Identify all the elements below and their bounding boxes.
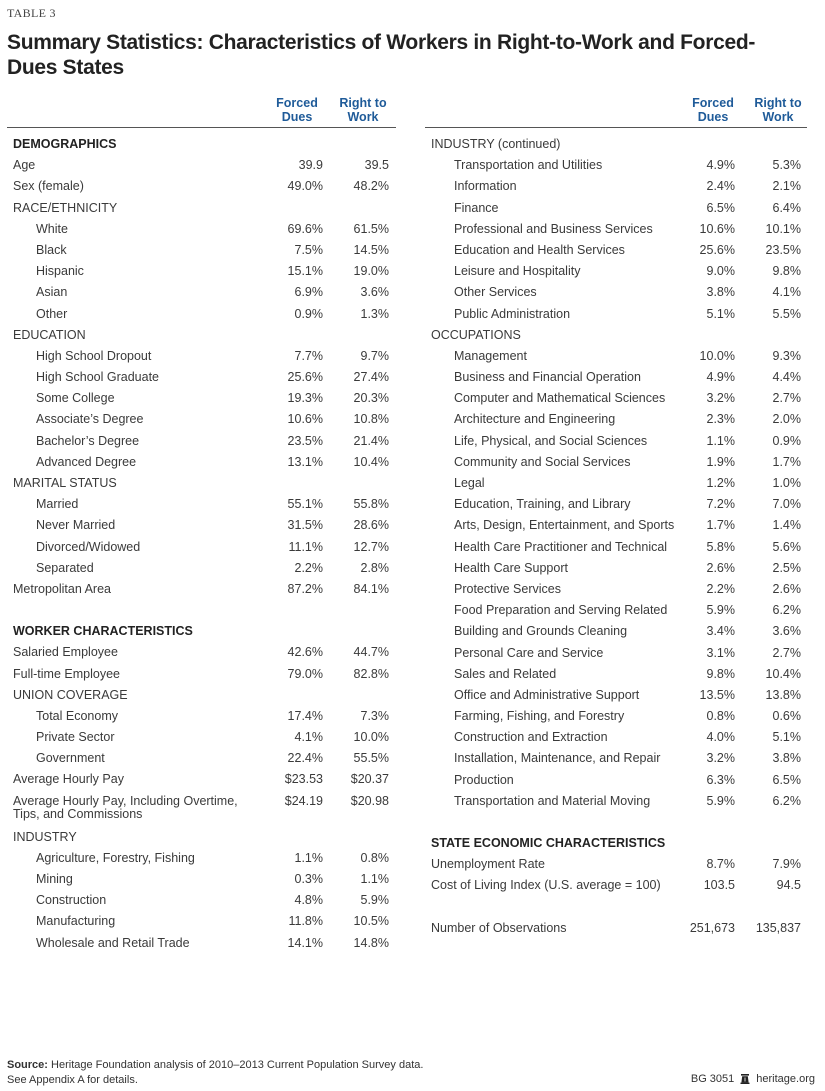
right-to-work-value: 13.8% xyxy=(765,687,801,702)
right-to-work-value: 9.7% xyxy=(360,348,389,363)
table-row xyxy=(7,452,396,473)
right-to-work-value: 2.6% xyxy=(772,581,801,596)
right-to-work-value: 10.8% xyxy=(353,412,389,427)
right-to-work-value: 5.5% xyxy=(772,306,801,321)
row-label: Management xyxy=(454,348,527,363)
table-row xyxy=(425,875,807,896)
forced-dues-value: 1.1% xyxy=(294,850,323,865)
table-row xyxy=(7,494,396,515)
forced-dues-value: 5.8% xyxy=(706,539,735,554)
forced-dues-value: 39.9 xyxy=(298,158,323,173)
forced-dues-value: 11.1% xyxy=(288,539,323,554)
table-row xyxy=(7,282,396,303)
right-to-work-value: 1.4% xyxy=(772,518,801,533)
table-row xyxy=(7,176,396,197)
row-label: MARITAL STATUS xyxy=(13,476,117,490)
table-title: Summary Statistics: Characteristics of Workers in Right-to-Work and Forced-Dues States xyxy=(7,31,756,79)
right-to-work-value: 55.8% xyxy=(353,497,389,512)
right-to-work-value: 1.7% xyxy=(772,454,801,469)
right-to-work-value: 9.8% xyxy=(772,264,801,279)
table-row xyxy=(425,579,807,600)
table-row xyxy=(425,367,807,388)
table-row xyxy=(425,600,807,621)
right-to-work-value: 0.6% xyxy=(772,709,801,724)
table-row xyxy=(425,854,807,875)
spacer xyxy=(7,600,396,621)
group-heading xyxy=(7,198,396,219)
row-label: Life, Physical, and Social Sciences xyxy=(454,433,648,448)
table-row xyxy=(7,579,396,600)
forced-dues-value: 4.9% xyxy=(706,370,735,385)
right-to-work-value: 39.5 xyxy=(364,158,389,173)
row-label: Total Economy xyxy=(36,708,118,723)
header-right-to-work: Right to Work xyxy=(339,96,387,124)
table-row xyxy=(7,155,396,176)
right-to-work-value: $20.98 xyxy=(350,793,389,808)
row-label: High School Graduate xyxy=(36,370,159,385)
table-row xyxy=(425,388,807,409)
row-label: Salaried Employee xyxy=(13,645,118,660)
right-to-work-value: 6.2% xyxy=(772,793,801,808)
forced-dues-value: 7.2% xyxy=(706,497,735,512)
right-to-work-value: 7.0% xyxy=(772,497,801,512)
row-label: Married xyxy=(36,497,79,512)
row-label: Farming, Fishing, and Forestry xyxy=(454,709,625,724)
right-to-work-value: 6.2% xyxy=(772,603,801,618)
forced-dues-value: 87.2% xyxy=(287,581,323,596)
table-row xyxy=(7,769,396,790)
table-row xyxy=(425,515,807,536)
right-to-work-value: 0.9% xyxy=(772,433,801,448)
right-to-work-value: 4.4% xyxy=(772,370,801,385)
row-label: Age xyxy=(13,158,36,173)
table-row xyxy=(7,388,396,409)
table-row xyxy=(7,869,396,890)
row-label: Average Hourly Pay, Including Overtime, Tips, and Commissions xyxy=(13,793,238,821)
forced-dues-value: 10.6% xyxy=(699,221,735,236)
table-row xyxy=(425,176,807,197)
row-label: Leisure and Hospitality xyxy=(454,264,581,279)
row-label: Other xyxy=(36,306,68,321)
right-to-work-value: 4.1% xyxy=(772,285,801,300)
right-to-work-value: 19.0% xyxy=(353,264,389,279)
table-row xyxy=(425,537,807,558)
table-row xyxy=(7,911,396,932)
row-label: Advanced Degree xyxy=(36,454,137,469)
forced-dues-value: 31.5% xyxy=(287,518,323,533)
table-row xyxy=(425,727,807,748)
table-row xyxy=(425,621,807,642)
liberty-bell-icon xyxy=(740,1074,750,1085)
row-label: EDUCATION xyxy=(13,327,86,342)
group-heading xyxy=(7,473,396,494)
section-heading xyxy=(7,134,396,155)
table-row xyxy=(7,706,396,727)
row-label: Sales and Related xyxy=(454,666,557,681)
table-row xyxy=(7,240,396,261)
table-row xyxy=(7,848,396,869)
table-row xyxy=(425,261,807,282)
forced-dues-value: 25.6% xyxy=(699,242,735,257)
forced-dues-value: 0.9% xyxy=(294,306,323,321)
row-label: Hispanic xyxy=(36,264,84,279)
right-to-work-value: 2.7% xyxy=(772,645,801,660)
report-id: BG 3051 xyxy=(690,1073,735,1085)
forced-dues-value: 8.7% xyxy=(706,857,735,872)
section-heading xyxy=(7,621,396,642)
right-to-work-value: 10.4% xyxy=(765,666,801,681)
forced-dues-value: 79.0% xyxy=(287,666,323,681)
right-to-work-value: 5.9% xyxy=(360,893,389,908)
forced-dues-value: $23.53 xyxy=(284,772,323,787)
forced-dues-value: 3.2% xyxy=(706,391,735,406)
table-row xyxy=(7,261,396,282)
row-label: Computer and Mathematical Sciences xyxy=(454,391,666,406)
left-table-column xyxy=(7,96,396,954)
forced-dues-value: 14.1% xyxy=(287,935,323,950)
table-row xyxy=(7,558,396,579)
right-to-work-value: 1.0% xyxy=(772,476,801,490)
row-label: High School Dropout xyxy=(36,348,152,363)
publication-credit xyxy=(691,1072,815,1086)
row-label: Transportation and Utilities xyxy=(454,158,603,173)
row-label: Community and Social Services xyxy=(454,454,631,469)
row-label: Legal xyxy=(454,476,485,490)
forced-dues-value: 1.2% xyxy=(706,476,735,490)
right-to-work-value: 135,837 xyxy=(755,920,801,935)
forced-dues-value: 55.1% xyxy=(287,497,323,512)
table-row xyxy=(425,770,807,791)
right-to-work-value: 2.5% xyxy=(772,560,801,575)
right-to-work-value: 84.1% xyxy=(353,581,389,596)
table-row xyxy=(7,346,396,367)
table-row xyxy=(7,642,396,663)
table-row xyxy=(7,219,396,240)
forced-dues-value: 2.6% xyxy=(706,560,735,575)
forced-dues-value: 2.4% xyxy=(706,179,735,194)
row-label: Private Sector xyxy=(36,730,115,745)
forced-dues-value: 251,673 xyxy=(689,920,735,935)
right-to-work-value: 14.5% xyxy=(353,242,389,257)
forced-dues-value: 103.5 xyxy=(703,878,735,893)
right-to-work-value: 3.6% xyxy=(772,624,801,639)
right-to-work-value: 48.2% xyxy=(353,179,389,194)
header-right-to-work: Right to Work xyxy=(754,96,802,124)
right-to-work-value: 20.3% xyxy=(353,391,389,406)
table-row xyxy=(7,933,396,954)
forced-dues-value: 1.1% xyxy=(706,433,735,448)
table-row xyxy=(425,240,807,261)
right-to-work-value: 3.6% xyxy=(360,285,389,300)
row-label: Construction and Extraction xyxy=(454,730,608,745)
section-heading xyxy=(425,833,807,854)
row-label: Protective Services xyxy=(454,581,561,596)
row-label: Education, Training, and Library xyxy=(454,497,631,512)
row-label: Associate’s Degree xyxy=(36,412,144,427)
forced-dues-value: 3.4% xyxy=(706,624,735,639)
forced-dues-value: 13.1% xyxy=(287,454,323,469)
table-row xyxy=(7,727,396,748)
right-to-work-value: 12.7% xyxy=(353,539,389,554)
table-row xyxy=(425,409,807,430)
right-to-work-value: 3.8% xyxy=(772,751,801,766)
header-forced-dues: Forced Dues xyxy=(276,96,318,124)
table-row xyxy=(425,685,807,706)
table-row xyxy=(7,431,396,452)
forced-dues-value: 3.2% xyxy=(706,751,735,766)
row-label: Cost of Living Index (U.S. average = 100) xyxy=(431,878,661,893)
column-headers xyxy=(425,96,807,128)
row-label: Health Care Support xyxy=(454,560,568,575)
forced-dues-value: 4.9% xyxy=(706,158,735,173)
table-row xyxy=(425,791,807,812)
row-label: UNION COVERAGE xyxy=(13,687,128,702)
right-to-work-value: 14.8% xyxy=(353,935,389,950)
right-to-work-value: 1.1% xyxy=(360,872,389,886)
row-label: Professional and Business Services xyxy=(454,221,653,236)
right-to-work-value: 2.7% xyxy=(772,391,801,406)
right-to-work-value: 21.4% xyxy=(353,433,389,448)
row-label: Agriculture, Forestry, Fishing xyxy=(36,850,195,865)
right-to-work-value: 2.0% xyxy=(772,412,801,427)
row-label: OCCUPATIONS xyxy=(431,327,521,342)
row-label: Information xyxy=(454,179,517,194)
spacer xyxy=(425,812,807,833)
table-row xyxy=(425,282,807,303)
table-row xyxy=(425,219,807,240)
right-to-work-value: 10.5% xyxy=(353,914,389,929)
forced-dues-value: 15.1% xyxy=(287,264,323,279)
row-label: Construction xyxy=(36,893,107,908)
forced-dues-value: 10.0% xyxy=(699,348,735,363)
right-to-work-value: 2.1% xyxy=(772,179,801,194)
table-row xyxy=(7,890,396,911)
forced-dues-value: 10.6% xyxy=(287,412,323,427)
forced-dues-value: 5.1% xyxy=(706,306,735,321)
forced-dues-value: 9.8% xyxy=(706,666,735,681)
table-row xyxy=(425,431,807,452)
row-label: WORKER CHARACTERISTICS xyxy=(13,624,193,639)
forced-dues-value: 6.3% xyxy=(706,772,735,787)
forced-dues-value: 9.0% xyxy=(706,264,735,279)
row-label: Production xyxy=(454,772,514,787)
table-row xyxy=(7,515,396,536)
right-to-work-value: 61.5% xyxy=(353,221,389,236)
table-row xyxy=(7,537,396,558)
row-label: Divorced/Widowed xyxy=(36,539,141,554)
forced-dues-value: 25.6% xyxy=(287,370,323,385)
table-row xyxy=(425,664,807,685)
row-label: RACE/ETHNICITY xyxy=(13,200,118,215)
table-row xyxy=(7,664,396,685)
row-label: Asian xyxy=(36,285,68,300)
row-label: Unemployment Rate xyxy=(431,857,545,872)
row-label: Number of Observations xyxy=(431,920,567,935)
row-label: Other Services xyxy=(454,285,537,300)
row-label: Government xyxy=(36,751,105,766)
right-to-work-value: 6.4% xyxy=(772,200,801,215)
forced-dues-value: 5.9% xyxy=(706,603,735,618)
right-to-work-value: 7.9% xyxy=(772,857,801,872)
forced-dues-value: 2.2% xyxy=(294,560,323,575)
row-label: Sex (female) xyxy=(13,179,84,194)
row-label: Manufacturing xyxy=(36,914,116,929)
table-row xyxy=(7,748,396,769)
source-note xyxy=(7,1058,423,1087)
right-to-work-value: 27.4% xyxy=(353,370,389,385)
table-row xyxy=(7,791,396,827)
table-row xyxy=(7,304,396,325)
forced-dues-value: 1.7% xyxy=(706,518,735,533)
source-line2: See Appendix A for details. xyxy=(7,1073,138,1086)
right-to-work-value: 5.3% xyxy=(772,158,801,173)
right-rows xyxy=(425,128,807,939)
row-label: Business and Financial Operation xyxy=(454,370,641,385)
row-label: Installation, Maintenance, and Repair xyxy=(454,751,661,766)
row-label: Transportation and Material Moving xyxy=(454,793,651,808)
row-label: Separated xyxy=(36,560,94,575)
row-label: White xyxy=(36,221,68,236)
forced-dues-value: 22.4% xyxy=(287,751,323,766)
forced-dues-value: 0.3% xyxy=(294,872,323,886)
row-label: STATE ECONOMIC CHARACTERISTICS xyxy=(431,836,666,850)
forced-dues-value: 4.8% xyxy=(294,893,323,908)
row-label: Finance xyxy=(454,200,499,215)
row-label: Food Preparation and Serving Related xyxy=(454,603,668,618)
right-to-work-value: 5.1% xyxy=(772,730,801,745)
source-label: Source: xyxy=(7,1059,48,1071)
right-to-work-value: 10.4% xyxy=(353,454,389,469)
forced-dues-value: 0.8% xyxy=(706,709,735,724)
forced-dues-value: 6.5% xyxy=(706,200,735,215)
right-to-work-value: 6.5% xyxy=(772,772,801,787)
group-heading xyxy=(7,685,396,706)
row-label: Wholesale and Retail Trade xyxy=(36,935,190,950)
left-rows xyxy=(7,128,396,954)
site-link[interactable]: heritage.org xyxy=(756,1073,815,1085)
table-row xyxy=(425,198,807,219)
forced-dues-value: 3.1% xyxy=(706,645,735,660)
forced-dues-value: 2.2% xyxy=(706,581,735,596)
table-row xyxy=(425,155,807,176)
right-to-work-value: 9.3% xyxy=(772,348,801,363)
row-label: Office and Administrative Support xyxy=(454,687,640,702)
row-label: Mining xyxy=(36,872,73,886)
header-forced-dues: Forced Dues xyxy=(692,96,734,124)
right-to-work-value: 10.0% xyxy=(353,730,389,745)
row-label: Metropolitan Area xyxy=(13,581,111,596)
table-row xyxy=(425,918,807,939)
table-row xyxy=(425,643,807,664)
right-table-column xyxy=(425,96,807,939)
right-to-work-value: 10.1% xyxy=(765,221,801,236)
forced-dues-value: 1.9% xyxy=(706,454,735,469)
forced-dues-value: $24.19 xyxy=(284,793,323,808)
right-to-work-value: 7.3% xyxy=(360,708,389,723)
row-label: Average Hourly Pay xyxy=(13,772,124,787)
forced-dues-value: 5.9% xyxy=(706,793,735,808)
right-to-work-value: 5.6% xyxy=(772,539,801,554)
table-row xyxy=(425,494,807,515)
table-row xyxy=(425,304,807,325)
table-row xyxy=(425,346,807,367)
forced-dues-value: 3.8% xyxy=(706,285,735,300)
forced-dues-value: 4.1% xyxy=(294,730,323,745)
forced-dues-value: 4.0% xyxy=(706,730,735,745)
row-label: Some College xyxy=(36,391,115,406)
forced-dues-value: 69.6% xyxy=(287,221,323,236)
group-heading xyxy=(425,325,807,346)
forced-dues-value: 2.3% xyxy=(706,412,735,427)
right-to-work-value: 44.7% xyxy=(353,645,389,660)
row-label: Full-time Employee xyxy=(13,666,120,681)
forced-dues-value: 19.3% xyxy=(287,391,323,406)
table-row xyxy=(7,409,396,430)
right-to-work-value: 82.8% xyxy=(353,666,389,681)
spacer xyxy=(425,897,807,918)
forced-dues-value: 49.0% xyxy=(287,179,323,194)
group-heading xyxy=(425,134,807,155)
right-to-work-value: 28.6% xyxy=(353,518,389,533)
forced-dues-value: 6.9% xyxy=(294,285,323,300)
forced-dues-value: 23.5% xyxy=(287,433,323,448)
table-row xyxy=(425,558,807,579)
row-label: Arts, Design, Entertainment, and Sports xyxy=(454,518,675,533)
row-label: Public Administration xyxy=(454,306,571,321)
row-label: Health Care Practitioner and Technical xyxy=(454,539,668,554)
row-label: Education and Health Services xyxy=(454,242,625,257)
right-to-work-value: 23.5% xyxy=(765,242,801,257)
row-label: Bachelor’s Degree xyxy=(36,433,140,448)
right-to-work-value: 0.8% xyxy=(360,850,389,865)
table-row xyxy=(425,473,807,494)
row-label: Never Married xyxy=(36,518,116,533)
row-label: DEMOGRAPHICS xyxy=(13,137,117,151)
row-label: Building and Grounds Cleaning xyxy=(454,624,628,639)
row-label: Personal Care and Service xyxy=(454,645,604,660)
right-to-work-value: 94.5 xyxy=(776,878,801,893)
row-label: Black xyxy=(36,242,67,257)
group-heading xyxy=(7,827,396,848)
row-label: INDUSTRY xyxy=(13,829,77,844)
right-to-work-value: $20.37 xyxy=(350,772,389,787)
table-row xyxy=(425,748,807,769)
forced-dues-value: 7.7% xyxy=(294,348,323,363)
forced-dues-value: 7.5% xyxy=(294,242,323,257)
row-label: INDUSTRY (continued) xyxy=(431,137,561,151)
row-label: Architecture and Engineering xyxy=(454,412,616,427)
table-row xyxy=(425,452,807,473)
right-to-work-value: 2.8% xyxy=(360,560,389,575)
table-row xyxy=(7,367,396,388)
right-to-work-value: 55.5% xyxy=(353,751,389,766)
forced-dues-value: 13.5% xyxy=(699,687,735,702)
group-heading xyxy=(7,325,396,346)
right-to-work-value: 1.3% xyxy=(360,306,389,321)
column-headers xyxy=(7,96,396,128)
table-label: TABLE 3 xyxy=(7,6,56,20)
forced-dues-value: 17.4% xyxy=(287,708,323,723)
source-text: Heritage Foundation analysis of 2010–2013 Current Population Survey data. xyxy=(47,1059,424,1071)
forced-dues-value: 11.8% xyxy=(288,914,323,929)
forced-dues-value: 42.6% xyxy=(287,645,323,660)
table-row xyxy=(425,706,807,727)
